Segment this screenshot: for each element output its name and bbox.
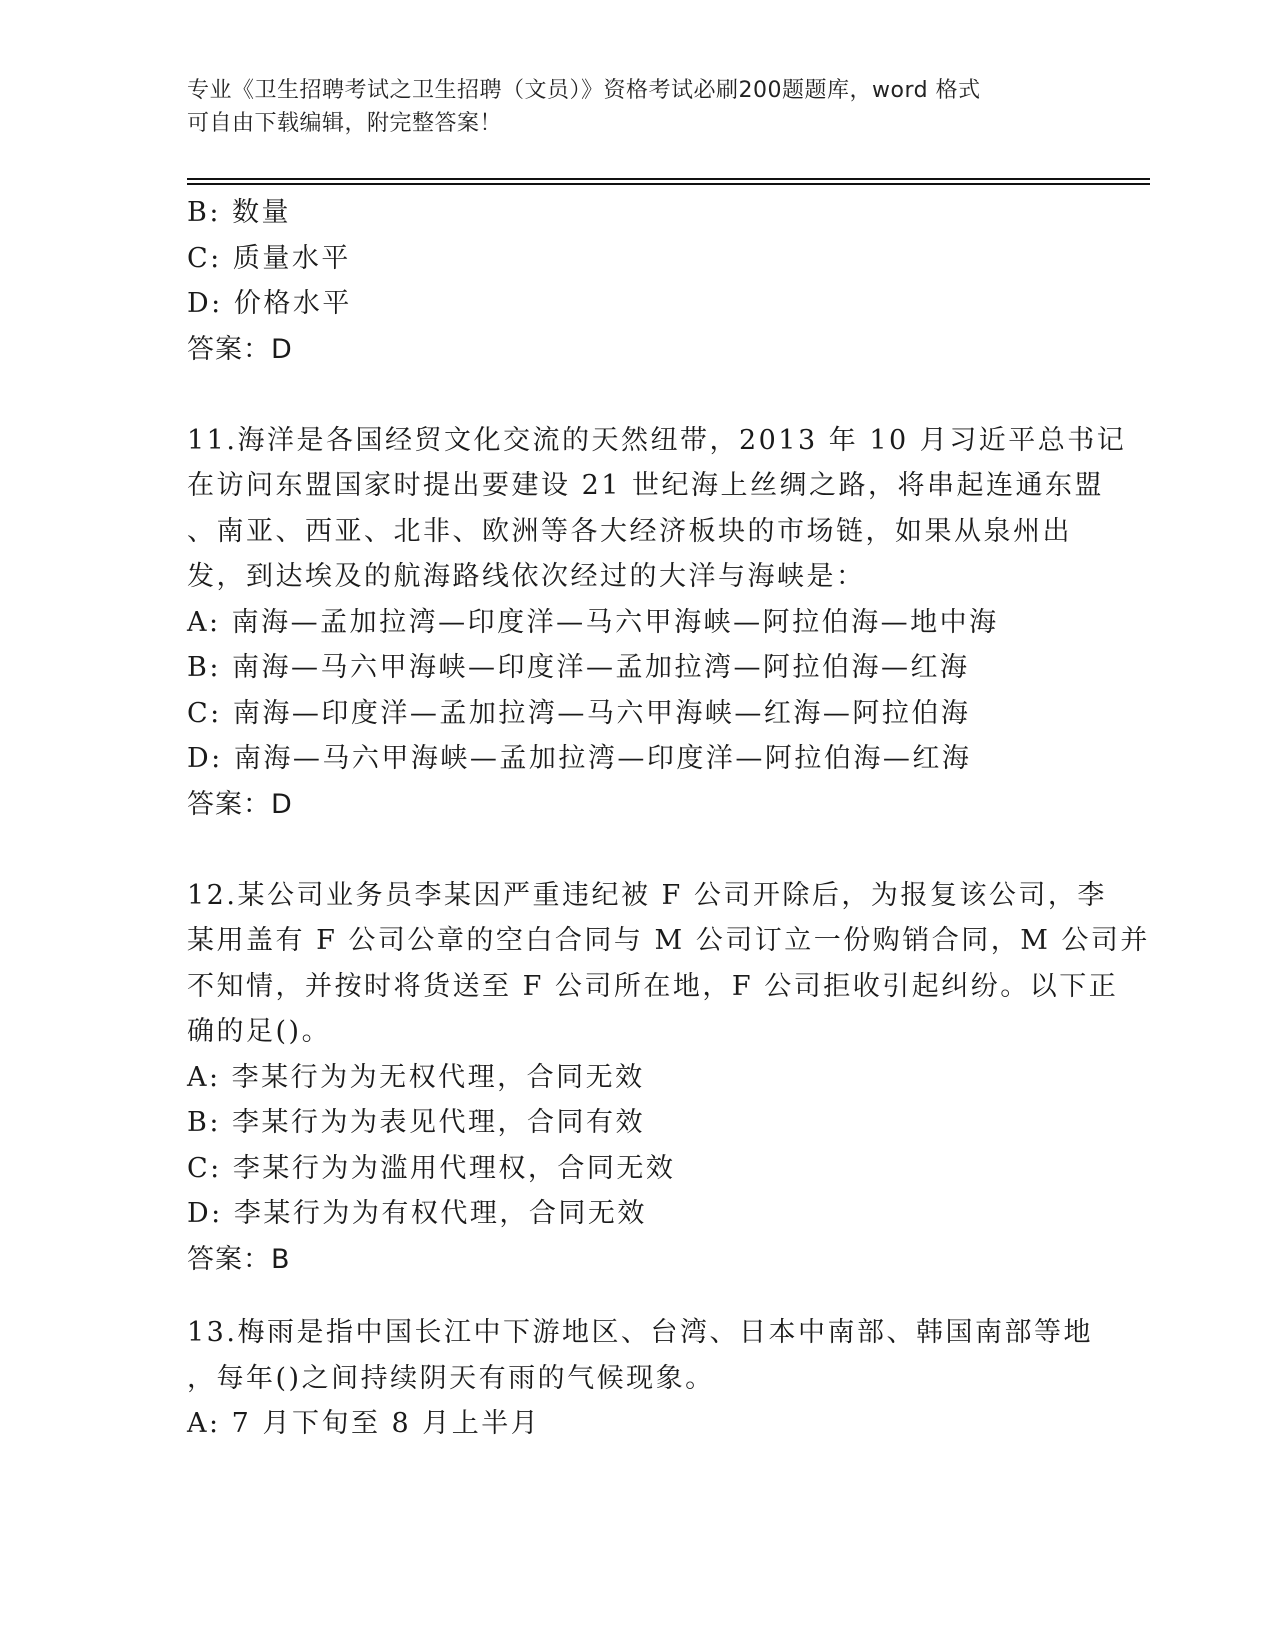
header-divider-bottom: [187, 183, 1150, 185]
question-stem-line: 确的足()。: [187, 1016, 332, 1047]
answer: 答案：D: [187, 333, 293, 365]
option-b: B: 数量: [187, 197, 292, 228]
spacer: [187, 372, 1087, 418]
header-divider-top: [187, 178, 1150, 180]
question-stem-line: 12.某公司业务员李某因严重违纪被 F 公司开除后，为报复该公司，李: [187, 879, 1107, 911]
option-a: A: 李某行为为无权代理，合同无效: [187, 1061, 645, 1093]
question-stem-line: 11.海洋是各国经贸文化交流的天然纽带，2013 年 10 月习近平总书记: [187, 424, 1127, 456]
question-stem-line: ，每年()之间持续阴天有雨的气候现象。: [187, 1362, 715, 1394]
question-10: [187, 190, 1087, 372]
answer: 答案：D: [187, 788, 293, 820]
question-12: [187, 873, 1150, 1283]
document-header: [187, 74, 1087, 140]
spacer: [187, 827, 1087, 873]
question-stem-line: 发，到达埃及的航海路线依次经过的大洋与海峡是：: [187, 561, 866, 592]
question-list: [187, 190, 1150, 1447]
question-13: [187, 1310, 1093, 1447]
question-stem-line: 在访问东盟国家时提出要建设 21 世纪海上丝绸之路，将串起连通东盟: [187, 470, 1105, 501]
option-a: A: 7 月下旬至 8 月上半月: [187, 1408, 541, 1439]
question-stem-line: 、南亚、西亚、北非、欧洲等各大经济板块的市场链，如果从泉州出: [187, 515, 1072, 547]
answer: 答案：B: [187, 1243, 291, 1275]
header-title-line-2: 可自由下载编辑，附完整答案！: [187, 111, 503, 136]
question-stem-line: 13.梅雨是指中国长江中下游地区、台湾、日本中南部、韩国南部等地: [187, 1317, 1093, 1348]
option-b: B: 南海—马六甲海峡—印度洋—孟加拉湾—阿拉伯海—红海: [187, 652, 970, 683]
option-d: D: 李某行为为有权代理，合同无效: [187, 1198, 647, 1229]
option-c: C: 质量水平: [187, 242, 351, 274]
question-11: [187, 418, 1127, 828]
option-c: C: 李某行为为滥用代理权，合同无效: [187, 1152, 676, 1184]
question-stem-line: 不知情，并按时将货送至 F 公司所在地，F 公司拒收引起纠纷。以下正: [187, 970, 1119, 1002]
option-c: C: 南海—印度洋—孟加拉湾—马六甲海峡—红海—阿拉伯海: [187, 697, 971, 729]
option-d: D: 价格水平: [187, 288, 352, 319]
option-a: A: 南海—孟加拉湾—印度洋—马六甲海峡—阿拉伯海—地中海: [187, 606, 999, 638]
question-stem-line: 某用盖有 F 公司公章的空白合同与 M 公司订立一份购销合同，M 公司并: [187, 925, 1150, 956]
option-b: B: 李某行为为表见代理，合同有效: [187, 1107, 646, 1138]
header-title-line-1: 专业《卫生招聘考试之卫生招聘（文员）》资格考试必刷200题题库，word 格式: [187, 78, 981, 103]
spacer: [187, 1282, 1087, 1310]
option-d: D: 南海—马六甲海峡—孟加拉湾—印度洋—阿拉伯海—红海: [187, 743, 972, 774]
